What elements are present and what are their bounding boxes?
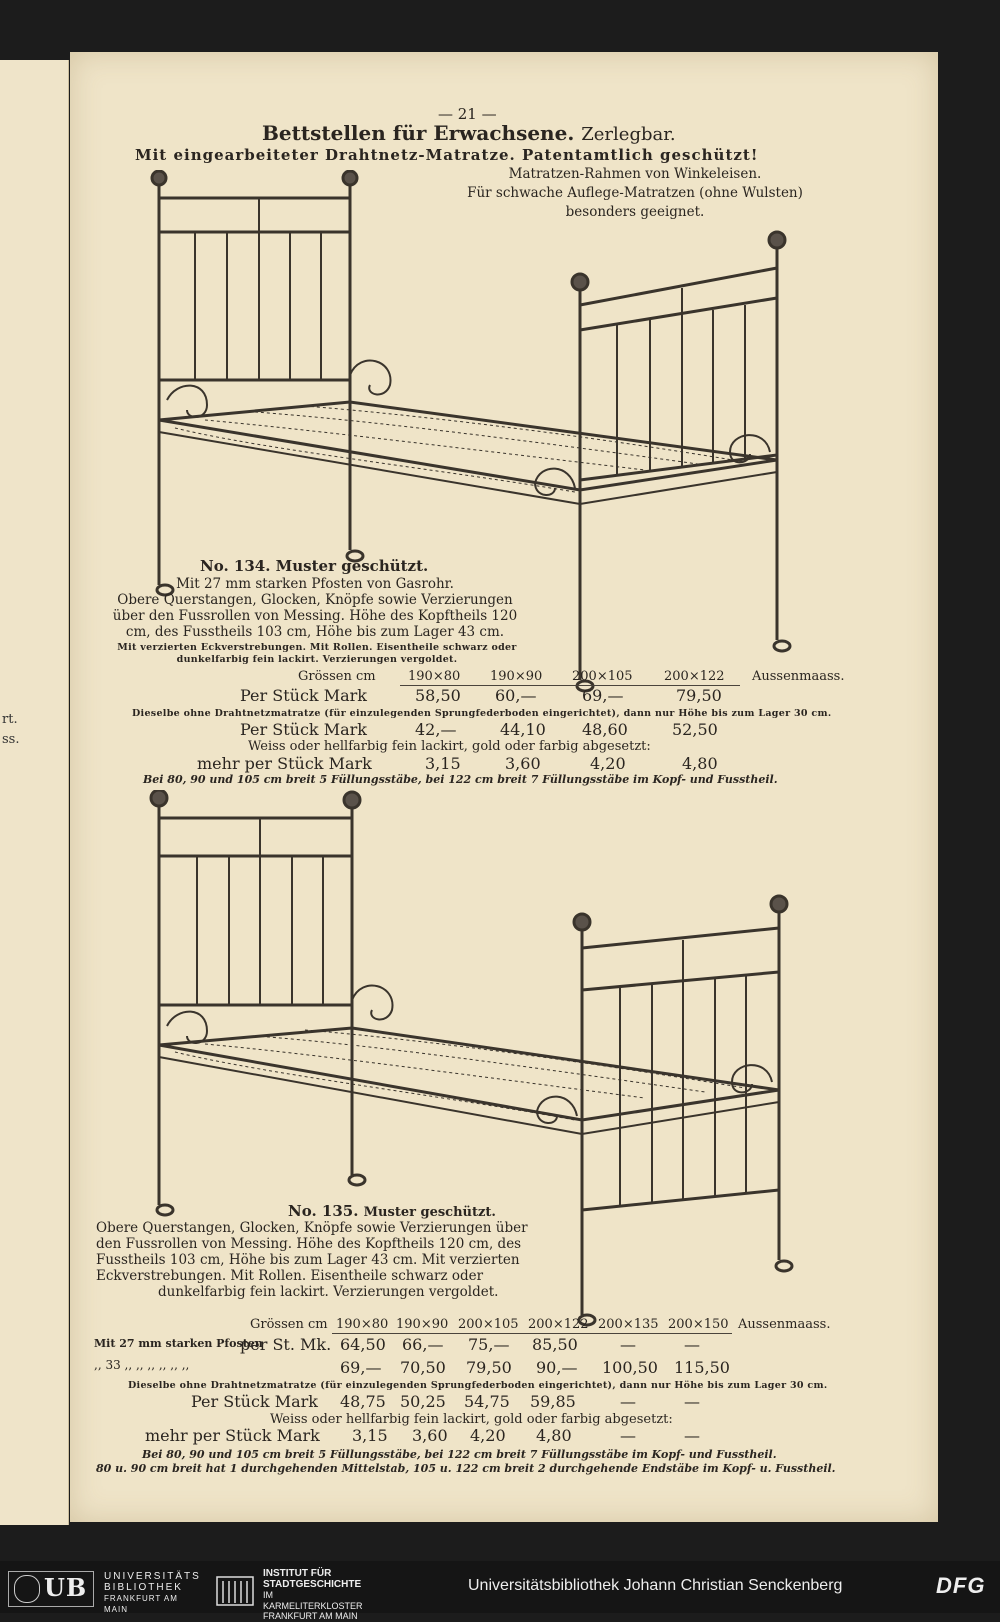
ub-name-lines [104, 1571, 201, 1615]
isg-line: FRANKFURT AM MAIN [263, 1611, 358, 1621]
item-135-footnote: Bei 80, 90 und 105 cm breit 5 Füllungsstäbe, bei 122 cm breit 7 Füllungsstäbe im Kopf- und Fusstheil. [142, 1448, 777, 1461]
size-cell: 200×150 [668, 1317, 729, 1332]
item-135-heading [288, 1202, 496, 1220]
size-cell: 190×80 [336, 1317, 389, 1332]
item-134-variant-note: Dieselbe ohne Drahtnetzmatratze (für einzulegenden Sprungfederboden eingerichtet), dann nur Höhe bis zum Lager 30 cm. [132, 708, 832, 719]
price-cell: 42,— [415, 720, 457, 739]
intro-line: Matratzen-Rahmen von Winkeleisen. [508, 166, 762, 182]
price-cell: — [684, 1392, 700, 1411]
item-134-desc-small: Mit verzierten Eckverstrebungen. Mit Rollen. Eisentheile schwarz oder [117, 642, 517, 653]
variant-label: Per Stück Mark [191, 1392, 318, 1411]
extra-label: mehr per Stück Mark [197, 754, 372, 773]
item-134-heading: No. 134. Muster geschützt. [200, 557, 429, 575]
price-cell: — [620, 1335, 636, 1354]
extra-label: mehr per Stück Mark [145, 1426, 320, 1445]
item-134-white-note: Weiss oder hellfarbig fein lackirt, gold oder farbig abgesetzt: [248, 739, 651, 754]
digitization-footer [0, 1561, 1000, 1621]
size-cell: 190×90 [490, 669, 543, 684]
price-cell: — [684, 1426, 700, 1445]
size-cell: 200×122 [664, 669, 725, 684]
size-cell: 200×105 [572, 669, 633, 684]
price-cell: 3,15 [352, 1426, 388, 1445]
item-134-desc: über den Fussrollen von Messing. Höhe des Kopftheils 120 [112, 608, 518, 624]
item-135-desc: Fusstheils 103 cm, Höhe bis zum Lager 43 cm. Mit verzierten [96, 1252, 520, 1268]
item-135-desc: Obere Querstangen, Glocken, Knöpfe sowie Verzierungen über [96, 1220, 528, 1236]
item-135-footnote: 80 u. 90 cm breit hat 1 durchgehenden Mittelstab, 105 u. 122 cm breit 2 durchgehende Endstäbe im Kopf- u. Fusstheil. [96, 1462, 836, 1475]
item-135-desc: den Fussrollen von Messing. Höhe des Kopftheils 120 cm, des [96, 1236, 522, 1252]
price-cell: 69,— [582, 686, 624, 705]
price-cell: 4,80 [536, 1426, 572, 1445]
ub-line: BIBLIOTHEK [104, 1582, 183, 1593]
item-135-white-note: Weiss oder hellfarbig fein lackirt, gold oder farbig abgesetzt: [270, 1412, 673, 1427]
price-cell: 64,50 [340, 1335, 386, 1354]
row1-prefix: Mit 27 mm starken Pfosten [94, 1337, 263, 1350]
item-134-footnote: Bei 80, 90 und 105 cm breit 5 Füllungsstäbe, bei 122 cm breit 7 Füllungsstäbe im Kopf- und Fusstheil. [143, 773, 778, 786]
catalog-page [70, 52, 938, 1522]
item-134-desc-small: dunkelfarbig fein lackirt. Verzierungen vergoldet. [176, 654, 458, 665]
building-icon [215, 1569, 255, 1607]
sizes-label: Grössen cm [298, 669, 376, 684]
price-cell: — [684, 1335, 700, 1354]
price-cell: 66,— [402, 1335, 444, 1354]
price-cell: 58,50 [415, 686, 461, 705]
variant-label: Per Stück Mark [240, 720, 367, 739]
ub-line: FRANKFURT AM MAIN [104, 1594, 178, 1614]
title-sub: Zerlegbar. [581, 124, 676, 145]
item-135-heading-tail: Muster geschützt. [363, 1205, 496, 1220]
size-cell: 200×122 [528, 1317, 589, 1332]
item-135-desc: Eckverstrebungen. Mit Rollen. Eisentheile schwarz oder [96, 1268, 484, 1284]
price-cell: — [620, 1426, 636, 1445]
isg-line: IM KARMELITERKLOSTER [263, 1590, 363, 1611]
price-cell: 70,50 [400, 1358, 446, 1377]
price-cell: 44,10 [500, 720, 546, 739]
intro-line: besonders geeignet. [565, 204, 705, 220]
size-cell: 190×80 [408, 669, 461, 684]
price-cell: 52,50 [672, 720, 718, 739]
price-cell: 59,85 [530, 1392, 576, 1411]
seal-icon [14, 1575, 40, 1603]
item-135-number: No. 135. [288, 1202, 359, 1220]
item-134-desc: Mit 27 mm starken Pfosten von Gasrohr. [176, 576, 454, 592]
price-cell: 48,60 [582, 720, 628, 739]
item-134-desc: Obere Querstangen, Glocken, Knöpfe sowie Verzierungen [117, 592, 513, 608]
price-cell: 79,50 [466, 1358, 512, 1377]
price-cell: 79,50 [676, 686, 722, 705]
dfg-logo[interactable]: DFG [936, 1573, 986, 1598]
item-134-desc: cm, des Fusstheils 103 cm, Höhe bis zum Lager 43 cm. [125, 624, 505, 640]
price-cell: — [620, 1392, 636, 1411]
price-cell: 85,50 [532, 1335, 578, 1354]
price-cell: 3,15 [425, 754, 461, 773]
row2-prefix: ,, 33 ,, ,, ,, ,, ,, ,, [94, 1358, 190, 1372]
ub-line: UNIVERSITÄTS [104, 1571, 201, 1582]
previous-page-edge [0, 60, 69, 1525]
price-cell: 3,60 [412, 1426, 448, 1445]
table-rule [332, 1333, 732, 1334]
item-135-variant-note: Dieselbe ohne Drahtnetzmatratze (für einzulegenden Sprungfederboden eingerichtet), dann nur Höhe bis zum Lager 30 cm. [128, 1380, 828, 1391]
price-cell: 75,— [468, 1335, 510, 1354]
title-main: Bettstellen für Erwachsene. [262, 121, 575, 145]
price-cell: 54,75 [464, 1392, 510, 1411]
isg-line: STADTGESCHICHTE [263, 1578, 362, 1590]
isg-name-lines [263, 1569, 363, 1622]
price-cell: 69,— [340, 1358, 382, 1377]
sizes-suffix: Aussenmaass. [738, 1317, 831, 1332]
price-cell: 50,25 [400, 1392, 446, 1411]
price-cell: 48,75 [340, 1392, 386, 1411]
page-number: — 21 — [438, 105, 497, 123]
size-cell: 190×90 [396, 1317, 449, 1332]
item-135-desc: dunkelfarbig fein lackirt. Verzierungen vergoldet. [158, 1284, 499, 1300]
prev-page-fragment: rt. [2, 712, 18, 727]
price-cell: 100,50 [602, 1358, 658, 1377]
price-cell: 4,80 [682, 754, 718, 773]
prev-page-fragment: ss. [2, 732, 20, 747]
page-subtitle: Mit eingearbeiteter Drahtnetz-Matratze. Patentamtlich geschützt! [135, 146, 759, 164]
price-cell: 115,50 [674, 1358, 730, 1377]
size-cell: 200×105 [458, 1317, 519, 1332]
sizes-label: Grössen cm [250, 1317, 328, 1332]
price-cell: 4,20 [470, 1426, 506, 1445]
page-title [262, 121, 676, 145]
intro-line: Für schwache Auflege-Matratzen (ohne Wulsten) [467, 185, 803, 201]
sizes-suffix: Aussenmaass. [752, 669, 845, 684]
library-name[interactable]: Universitätsbibliothek Johann Christian Senckenberg [468, 1577, 843, 1594]
price-cell: 3,60 [505, 754, 541, 773]
price-cell: 90,— [536, 1358, 578, 1377]
price-label: Per Stück Mark [240, 686, 367, 705]
price-cell: 60,— [495, 686, 537, 705]
price-cell: 4,20 [590, 754, 626, 773]
isg-line: INSTITUT FÜR [263, 1568, 332, 1579]
ub-letters: UB [44, 1573, 88, 1602]
row1-label: per St. Mk. [240, 1335, 332, 1354]
size-cell: 200×135 [598, 1317, 659, 1332]
